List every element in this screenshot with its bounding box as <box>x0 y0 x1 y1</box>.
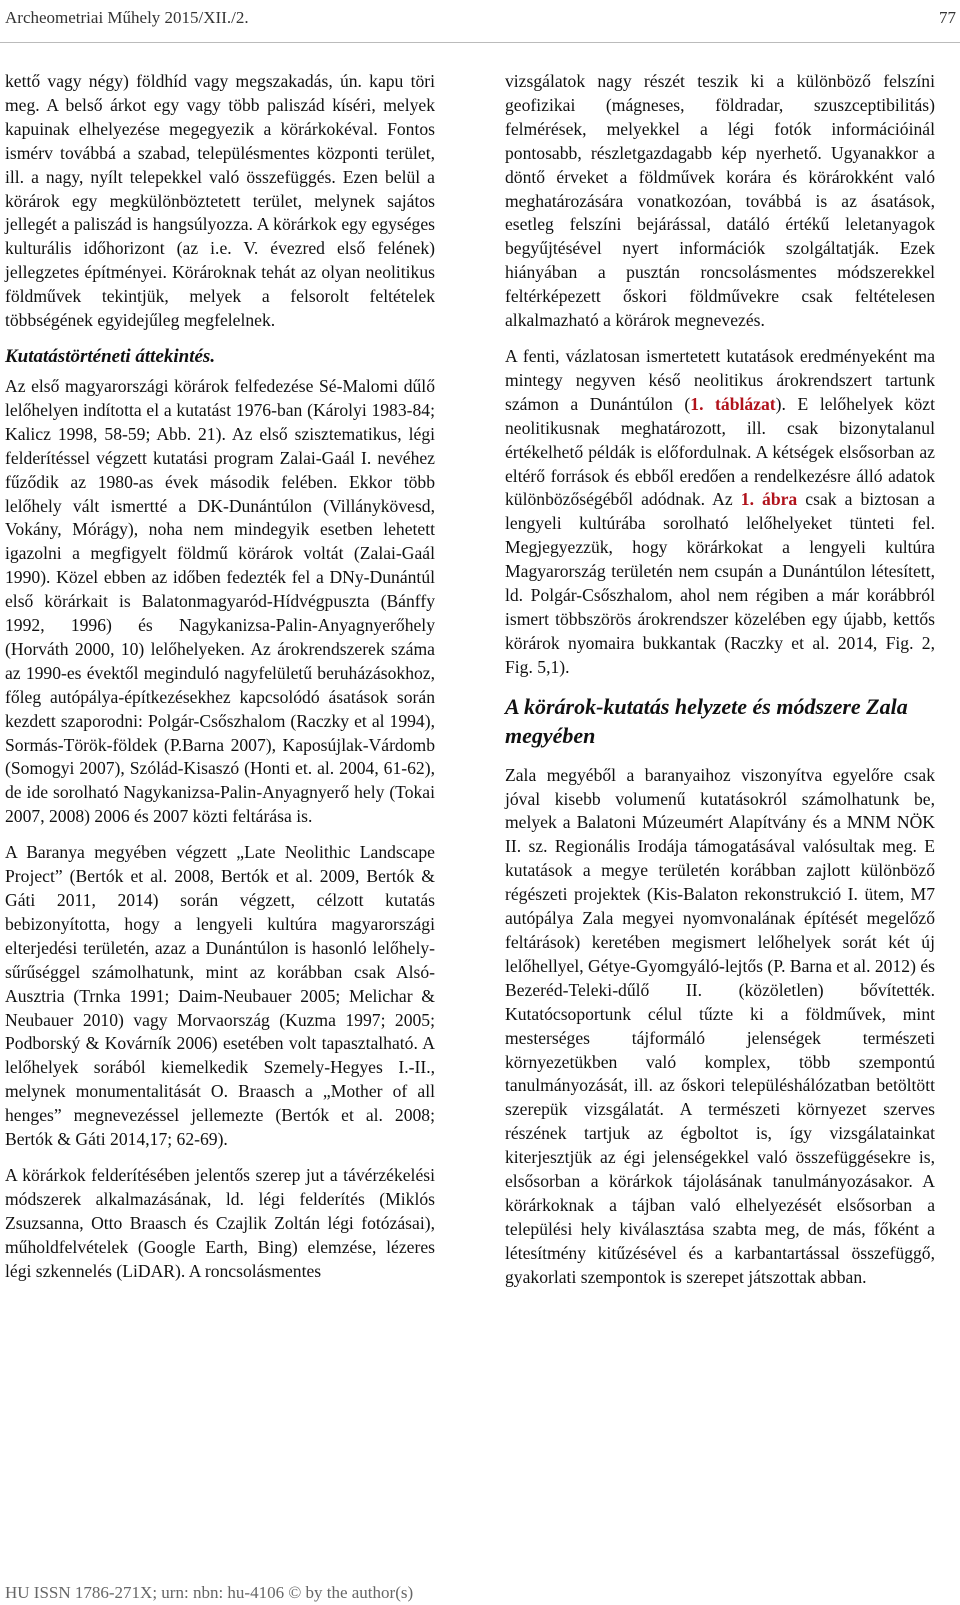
paragraph: Az első magyarországi körárok felfedezése Sé-Malomi dűlő lelőhelyen indította el a kutatást 1976-ban (Károlyi 1983-84; Kalicz 1998, 58-59; Abb. 21). Az első szisztematikus, légi felderítéssel végzett kutatási program Zalai-Gaál I. nevéhez fűződik az 1980-as évek második felében. Ekkor több lelőhely vált ismertté a DK-Dunántúlon (Villánykövesd, Vokány, Mórágy), noha nem mindegyik esetben lehetett igazolni a megfigyelt földmű körárok voltát (Zalai-Gaál 1990). Közel ebben az időben fedezték fel a DNy-Dunántúl első körárkait is Balatonmagyaród-Hídvégpuszta (Bánffy 1992, 1996) és Nagykanizsa-Palin-Anyagnyerőhely (Horváth 2000, 10) lelőhelyeken. Az árokrendszerek száma az 1990-es évektől meginduló nagyfelületű beruházásokhoz, főleg autópálya-építkezésekhez kapcsolódó ásatások során kezdett szaporodni: Polgár-Csőszhalom (Raczky et al 1994), Sormás-Török-földek (P.Barna 2007), Kaposújlak-Várdomb (Somogyi 2007), Szólád-Kisaszó (Honti et. al. 2004, 61-62), de ide sorolható Nagykanizsa-Palin-Anyagnyerő hely (Tokai 2007, 2008) 2006 és 2007 közti feltárása is. <box>5 375 435 827</box>
right-column <box>505 70 935 1302</box>
text-run: A fenti, vázlatosan ismertetett kutatások eredményeként ma mintegy negyven késő neolitikus árokrendszert tartunk számon a Dunántúlon ( <box>505 345 935 414</box>
journal-title: Archeometriai Műhely 2015/XII./2. <box>5 8 249 27</box>
footer-issn: HU ISSN 1786-271X; urn: nbn: hu-4106 © by the author(s) <box>5 1583 414 1602</box>
paragraph: A Baranya megyében végzett „Late Neolithic Landscape Project” (Bertók et al. 2008, Bertók et al. 2009, Bertók & Gáti 2011, 2014) során végzett, célzott kutatás bebizonyította, hogy a lengyeli kultúra magyarországi elterjedési területén, azaz a Dunántúlon is hasonló lelőhely-sűrűséggel számolhatunk, mint az korábban csak Alsó-Ausztria (Trnka 1991; Daim-Neubauer 2005; Melichar & Neubauer 2010) vagy Morvaország (Kuzma 1997; 2005; Podborský & Kovárník 2006) esetében volt tapasztalható. A lelőhelyek sorából kiemelkedik Szemely-Hegyes I.-II., melynek monumentalitását O. Braasch a „Mother of all henges” megnevezéssel jellemezte (Bertók et al. 2008; Bertók & Gáti 2014,17; 62-69). <box>5 842 435 1150</box>
text-run: csak a biztosan a lengyeli kultúrába sorolható lelőhelyeket tünteti fel. Megjegyezzük, hogy körárkokat a lengyeli kultúra Magyarország területén nem csupán a Dunántúlon létesített, ld. Polgár-Csőszhalom, ahol nem régiben a már korábbról ismert többszörös árokrendszer közelében egy újabb, kettős körárok nyomaira bukkantak (Raczky et al. 2014, Fig. 2, Fig. 5,1). <box>505 489 935 677</box>
text-run: ). E lelőhelyek közt neolitikusnak meghatározott, ill. csak bizonytalanul értékelhető példák is előfordulnak. A kétségek elsősorban az eltérő források és ebből eredően a rendelkezésre álló adatok különbözőségéből adódnak. Az <box>505 393 936 510</box>
paragraph: Zala megyéből a baranyaihoz viszonyítva egyelőre csak jóval kisebb volumenű kutatásokról számolhatunk be, melyek a Balatoni Múzeumért Alapítvány és a MNM NÖK II. sz. Regionális Irodája támogatásával valósultak meg. E kutatások a megye területén korábban zajlott különböző régészeti projektek (Kis-Balaton rekonstrukció I. ütem, M7 autópálya Zala megyei nyomvonalának építését megelőző feltárások) keretében megismert lelőhelyek sorát két új lelőhellyel, Gétye-Gyomgyáló-lejtős (P. Barna et al. 2012) és Bezeréd-Teleki-dűlő II. (közöletlen) bővítették. Kutatócsoportunk célul tűzte ki a földművek, mint mesterséges tájformáló jelenségek természeti környezetükben való komplex, több szempontú tanulmányozását, ill. az őskori településhálózatban betöltött szerepük vizsgálatát. A természeti környezet szerves részének tartjuk az égboltot is, így vizsgálatainkat kiterjesztjük az égi jelenségekkel való összefüggésekre is, elsősorban a körárkok tájolásának tanulmányozásakor. A körárkoknak a tájban való elhelyezését elsősorban a települési hely kiválasztása szabta meg, de más, főként a létesítmény kitűzésével és a karbantartással összefüggő, gyakorlati szempontok is szerepet játszottak abban. <box>505 764 935 1287</box>
page-number: 77 <box>939 8 956 27</box>
paragraph <box>505 345 935 680</box>
running-header <box>0 0 960 43</box>
left-column <box>5 70 435 1296</box>
paragraph: kettő vagy négy) földhíd vagy megszakadás, ún. kapu töri meg. A belső árkot egy vagy több paliszád kíséri, melyek kapuinak elhelyezése megegyezik a körárkokéval. Fontos ismérv továbbá a szabad, településmentes központi terület, ill. a nagy, nyílt telepekkel való összefüggés. Ezen belül a körárok egy megkülönböztetett terület, melynek sajátos jellegét a paliszád is hangsúlyozza. A körárkok egy egységes kulturális időhorizont (az i.e. V. évezred első felének) jellegzetes építményei. Körároknak tehát az olyan neolitikus földművek tekintjük, melyek a felsorolt feltételek többségének egyidejűleg megfelelnek. <box>5 71 435 331</box>
section-heading: A körárok-kutatás helyzete és módszere Zala megyében <box>505 693 908 748</box>
paragraph: vizsgálatok nagy részét teszik ki a különböző felszíni geofizikai (mágneses, földradar, szuszceptibilitás) felmérések, melyekkel a légi fotók információinál pontosabb, részletgazdagabb kép nyerhető. Ugyanakkor a döntő érveket a földművek korára és körárokként való meghatározására vonatkozóan, továbbá is az ásatások, esetleg felszíni bejárással, datáló értékű leletanyagok begyűjtésével nyert információk szolgáltatják. Ezek hiányában a pusztán roncsolásmentes módszerekkel feltérképezett őskori földművekre csak feltételesen alkalmazható a körárok megnevezés. <box>505 71 935 331</box>
paragraph: A körárkok felderítésében jelentős szerep jut a távérzékelési módszerek alkalmazásának, ld. légi felderítés (Miklós Zsuzsanna, Otto Braasch és Czajlik Zoltán légi fotózásai), műholdfelvételek (Google Earth, Bing) elemzése, lézeres légi szkennelés (LiDAR). A roncsolásmentes <box>5 1164 435 1281</box>
table-reference-link[interactable]: 1. táblázat <box>690 393 776 414</box>
section-heading: Kutatástörténeti áttekintés. <box>5 345 216 367</box>
figure-reference-link[interactable]: 1. ábra <box>740 489 798 510</box>
